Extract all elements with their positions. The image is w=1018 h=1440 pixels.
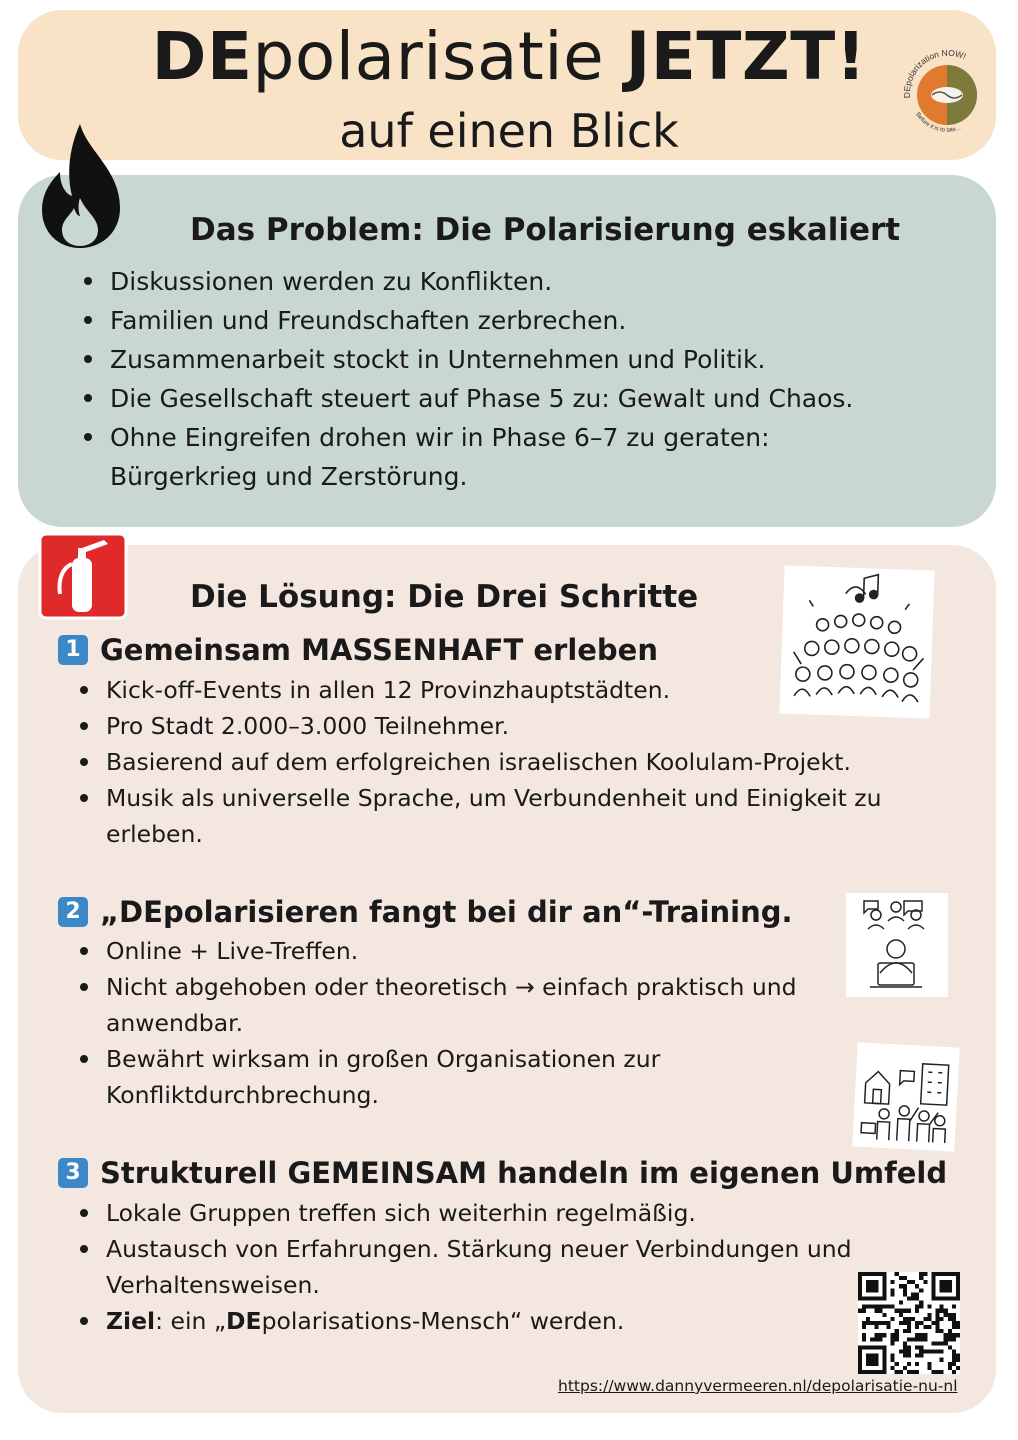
step3-title: Strukturell GEMEINSAM handeln im eigenen Umfeld	[100, 1156, 948, 1190]
goal-label: Ziel	[106, 1307, 156, 1335]
list-item: Basierend auf dem erfolgreichen israelischen Koolulam-Projekt.	[78, 744, 882, 780]
list-item: Kick-off-Events in allen 12 Provinzhauptstädten.	[78, 672, 882, 708]
step2-list	[78, 933, 797, 1113]
solution-heading: Die Lösung: Die Drei Schritte	[190, 579, 699, 615]
step1-heading	[58, 632, 658, 668]
list-item: Familien und Freundschaften zerbrechen.	[82, 301, 853, 340]
list-item: Online + Live-Treffen.	[78, 933, 797, 969]
list-item: Nicht abgehoben oder theoretisch → einfach praktisch und	[78, 969, 797, 1005]
step1-title: Gemeinsam MASSENHAFT erleben	[100, 633, 658, 667]
source-link[interactable]: https://www.dannyvermeeren.nl/depolarisatie-nu-nl	[558, 1377, 958, 1395]
step2-number: 2	[58, 897, 88, 927]
list-item: Bewährt wirksam in großen Organisationen zur	[78, 1041, 797, 1077]
list-item: Lokale Gruppen treffen sich weiterhin regelmäßig.	[78, 1195, 852, 1231]
list-item-continuation: anwendbar.	[106, 1009, 244, 1037]
step3-list	[78, 1195, 852, 1339]
list-item: Musik als universelle Sprache, um Verbundenheit und Einigkeit zu	[78, 780, 882, 816]
page-title: DEpolarisatie JETZT!	[151, 18, 867, 95]
community-illustration	[852, 1042, 959, 1151]
qr-code[interactable]	[858, 1272, 960, 1374]
list-item-continuation: erleben.	[106, 820, 203, 848]
online-training-illustration	[846, 893, 948, 997]
list-item-continuation: Verhaltensweisen.	[106, 1271, 320, 1299]
svg-text:Before it is to late...: Before it is to late...	[914, 111, 962, 134]
step3-heading	[58, 1155, 947, 1191]
step3-number: 3	[58, 1158, 88, 1188]
list-item: Austausch von Erfahrungen. Stärkung neuer Verbindungen und	[78, 1231, 852, 1267]
step1-list	[78, 672, 882, 852]
step2-title: „DEpolarisieren fangt bei dir an“-Training.	[100, 895, 793, 929]
list-item: Ohne Eingreifen drohen wir in Phase 6–7 zu geraten:	[82, 418, 853, 457]
problem-heading: Das Problem: Die Polarisierung eskaliert	[190, 212, 901, 248]
problem-list	[82, 262, 853, 496]
list-item: Die Gesellschaft steuert auf Phase 5 zu: Gewalt und Chaos.	[82, 379, 853, 418]
list-item-goal: Ziel: ein „DEpolarisations-Mensch“ werden.	[78, 1303, 852, 1339]
list-item-continuation: Konfliktdurchbrechung.	[106, 1081, 379, 1109]
fire-icon	[40, 122, 122, 250]
step1-number: 1	[58, 635, 88, 665]
list-item: Diskussionen werden zu Konflikten.	[82, 262, 853, 301]
page-subtitle: auf einen Blick	[339, 104, 679, 158]
fire-extinguisher-icon	[38, 532, 128, 620]
svg-text:DEpolarization NOW!: DEpolarization NOW!	[902, 48, 968, 99]
list-item-continuation: Bürgerkrieg und Zerstörung.	[110, 462, 468, 491]
step2-heading	[58, 894, 793, 930]
choir-illustration	[779, 565, 934, 718]
list-item: Zusammenarbeit stockt in Unternehmen und Politik.	[82, 340, 853, 379]
list-item: Pro Stadt 2.000–3.000 Teilnehmer.	[78, 708, 882, 744]
depolarization-logo	[902, 48, 992, 138]
